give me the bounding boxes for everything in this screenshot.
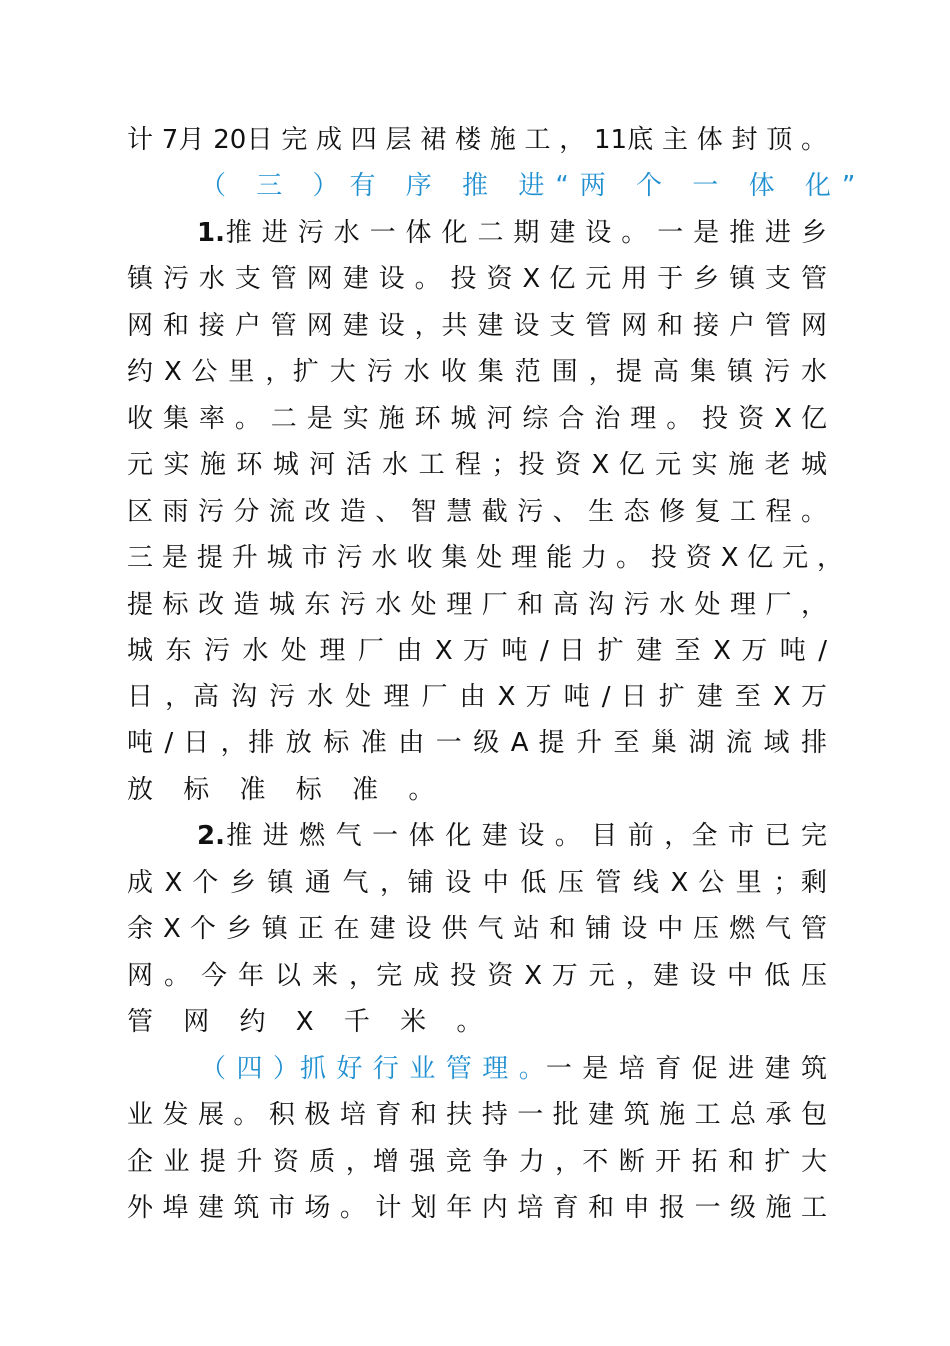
paragraph-first-line (200, 1049, 827, 1089)
section-heading: （ 三 ）有 序 推 进“两 个 一 体 化” (200, 171, 867, 201)
text-line: 余 X 个 乡 镇 正 在 建 设 供 气 站 和 铺 设 中 压 燃 气 管 (127, 914, 827, 944)
paragraph-first-line (197, 213, 827, 253)
text-line: 外 埠 建 筑 市 场 。 计 划 年 内 培 育 和 申 报 一 级 施 工 (127, 1193, 827, 1223)
text-line: 吨 / 日 ，排 放 标 准 由 一 级 A 提 升 至 巢 湖 流 域 排 (127, 728, 827, 758)
text-line: 元 实 施 环 城 河 活 水 工 程 ；投 资 X 亿 元 实 施 老 城 (127, 450, 827, 480)
item-number: 2. (197, 821, 225, 851)
text-line: 网 。 今 年 以 来 ，完 成 投 资 X 万 元 ，建 设 中 低 压 (127, 961, 827, 991)
text-line: 网 和 接 户 管 网 建 设 ，共 建 设 支 管 网 和 接 户 管 网 (127, 311, 827, 341)
text-line: 管 网 约 X 千 米 。 (127, 1007, 494, 1037)
section-heading: （ 四 ）抓 好 行 业 管 理 。 (200, 1054, 546, 1084)
text-line: 业 发 展 。 积 极 培 育 和 扶 持 一 批 建 筑 施 工 总 承 包 (127, 1100, 827, 1130)
text-line: 日 ，高 沟 污 水 处 理 厂 由 X 万 吨 / 日 扩 建 至 X 万 (127, 682, 827, 712)
text-segment: 推 进 污 水 一 体 化 二 期 建 设 。 一 是 推 进 乡 (224, 218, 827, 248)
item-number: 1. (197, 218, 225, 248)
text-line: 收 集 率 。 二 是 实 施 环 城 河 综 合 治 理 。 投 资 X 亿 (127, 404, 827, 434)
text-line: 提 标 改 造 城 东 污 水 处 理 厂 和 高 沟 污 水 处 理 厂 ， (127, 590, 827, 620)
text-segment: 一 是 培 育 促 进 建 筑 (545, 1054, 828, 1084)
text-line: 三 是 提 升 城 市 污 水 收 集 处 理 能 力 。 投 资 X 亿 元 ， (127, 543, 843, 573)
text-line: 城 东 污 水 处 理 厂 由 X 万 吨 / 日 扩 建 至 X 万 吨 / (127, 636, 827, 666)
text-line: 放 标 准 标 准 。 (127, 775, 446, 805)
text-line: 约 X 公 里 ，扩 大 污 水 收 集 范 围 ，提 高 集 镇 污 水 (127, 357, 827, 387)
text-line: 成 X 个 乡 镇 通 气 ，铺 设 中 低 压 管 线 X 公 里 ；剩 (127, 868, 827, 898)
text-line: 企 业 提 升 资 质 ，增 强 竞 争 力 ，不 断 开 拓 和 扩 大 (127, 1147, 827, 1177)
text-line: 镇 污 水 支 管 网 建 设 。 投 资 X 亿 元 用 于 乡 镇 支 管 (127, 264, 827, 294)
text-segment: 推 进 燃 气 一 体 化 建 设 。 目 前 ，全 市 已 完 (224, 821, 827, 851)
paragraph-first-line (197, 816, 827, 856)
text-line: 计 7月 20日 完 成 四 层 裙 楼 施 工 ， 11底 主 体 封 顶 。 (127, 125, 827, 155)
text-line: 区 雨 污 分 流 改 造 、 智 慧 截 污 、 生 态 修 复 工 程 。 (127, 497, 827, 527)
